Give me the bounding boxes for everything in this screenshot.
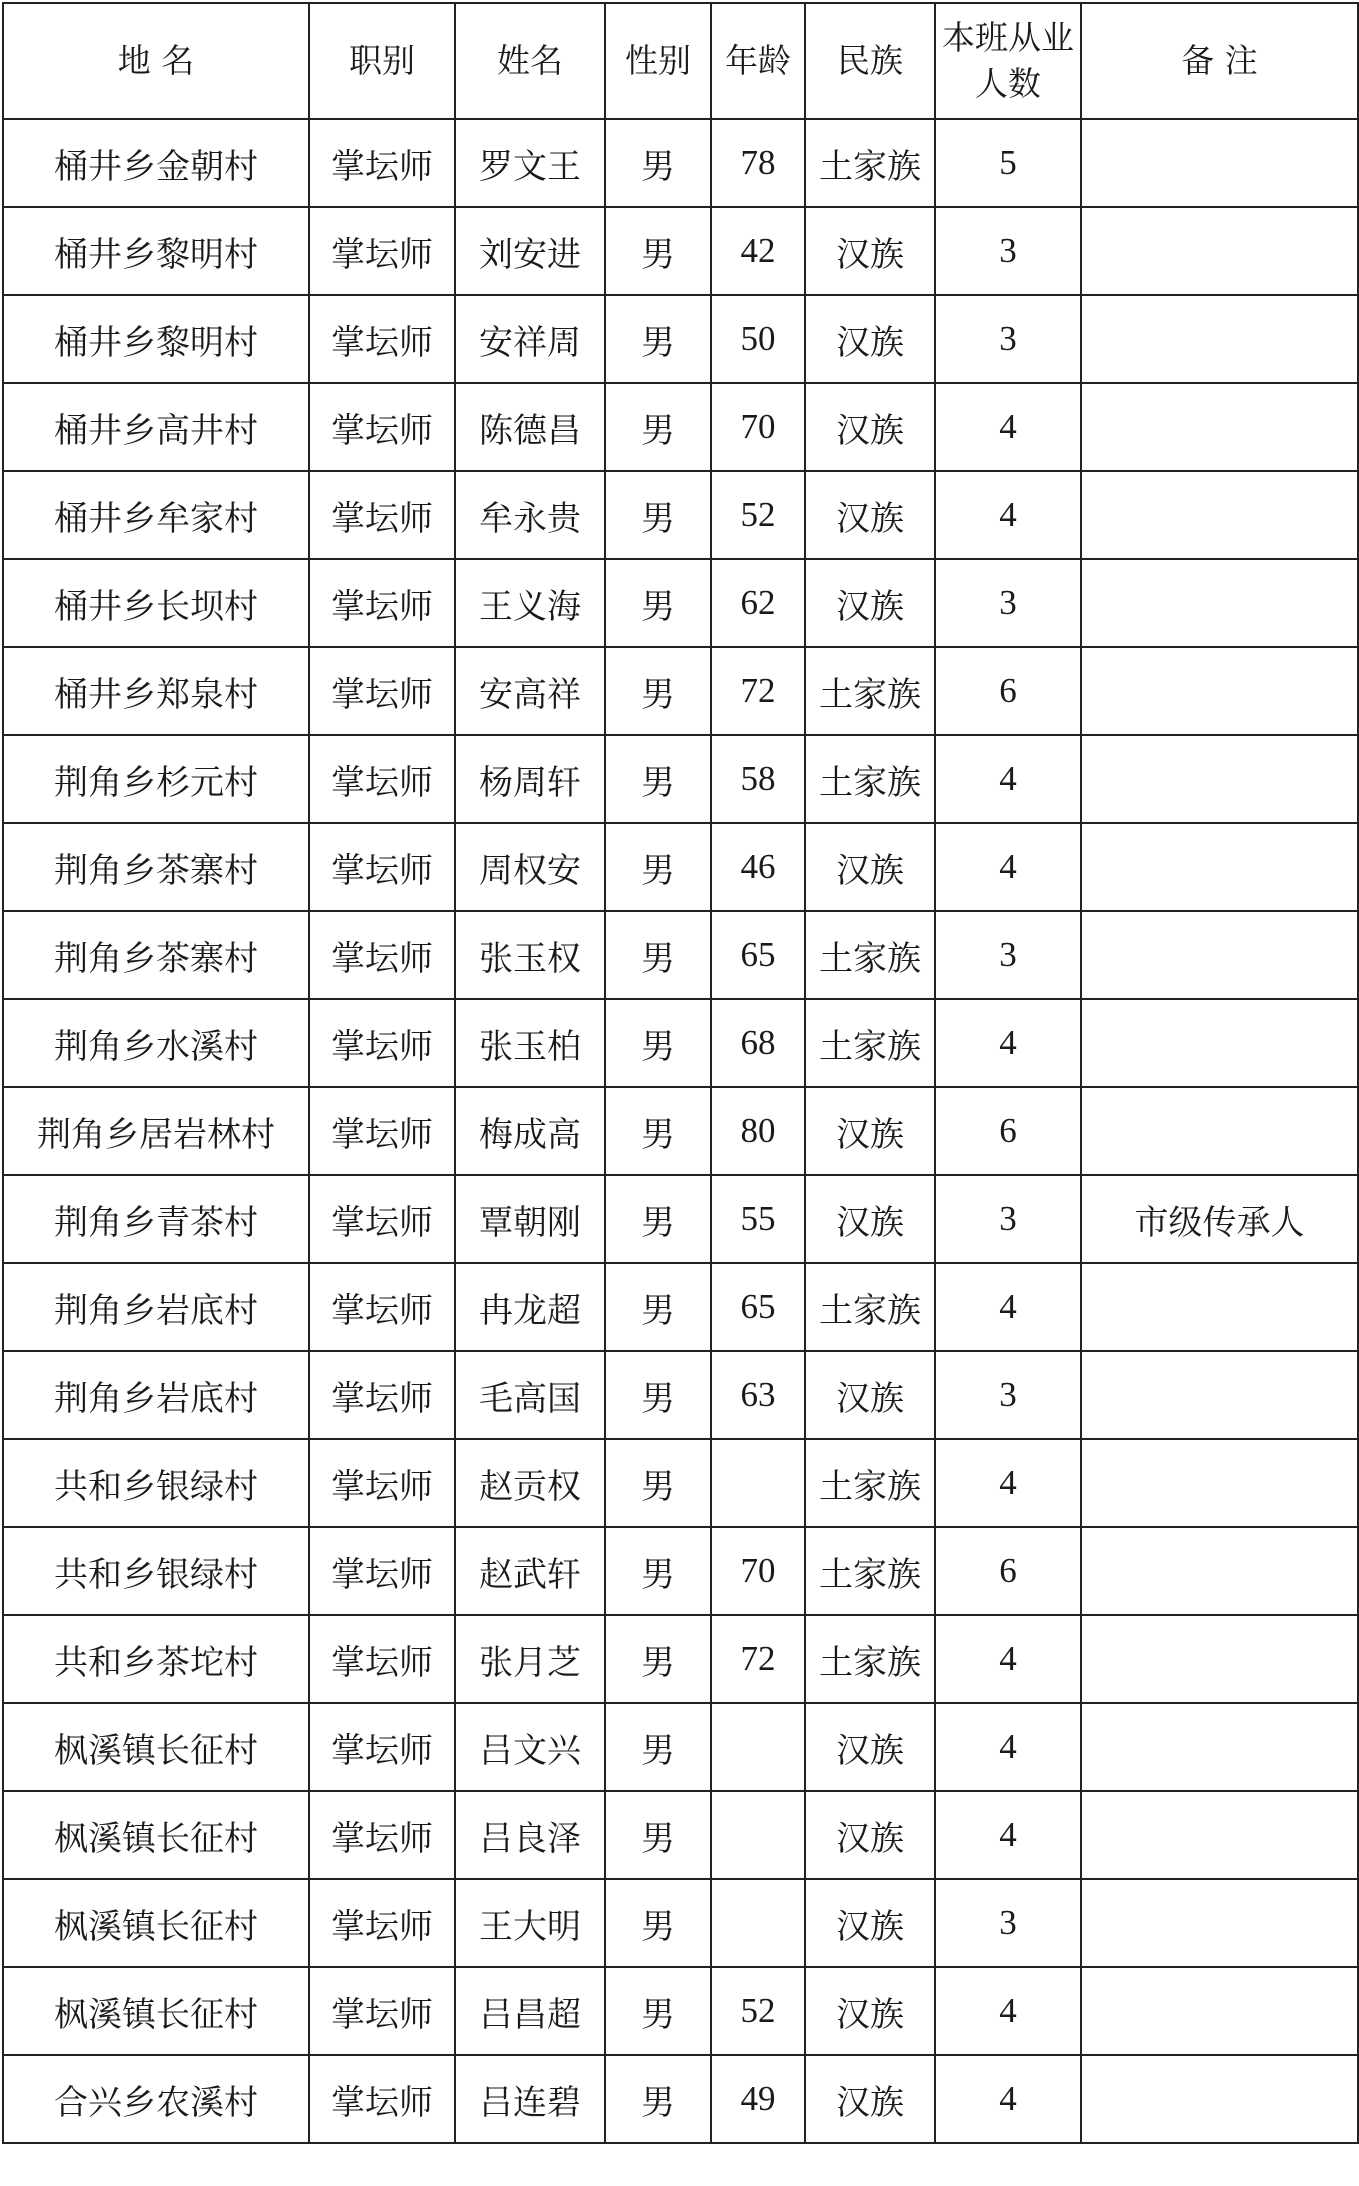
cell-role: 掌坛师 bbox=[309, 1175, 455, 1263]
cell-remark bbox=[1081, 1087, 1358, 1175]
table-row bbox=[3, 1439, 1358, 1527]
cell-role: 掌坛师 bbox=[309, 471, 455, 559]
header-row bbox=[3, 3, 1358, 119]
table-row bbox=[3, 1703, 1358, 1791]
cell-place: 桶井乡黎明村 bbox=[3, 295, 309, 383]
cell-role: 掌坛师 bbox=[309, 1791, 455, 1879]
cell-place: 桶井乡金朝村 bbox=[3, 119, 309, 207]
cell-name: 陈德昌 bbox=[455, 383, 605, 471]
cell-role: 掌坛师 bbox=[309, 1439, 455, 1527]
header-name: 姓名 bbox=[455, 3, 605, 119]
header-count: 本班从业人数 bbox=[935, 3, 1081, 119]
cell-count: 4 bbox=[935, 1615, 1081, 1703]
cell-count: 4 bbox=[935, 471, 1081, 559]
cell-ethnicity: 汉族 bbox=[805, 1879, 935, 1967]
cell-place: 荆角乡水溪村 bbox=[3, 999, 309, 1087]
cell-name: 安高祥 bbox=[455, 647, 605, 735]
cell-remark bbox=[1081, 999, 1358, 1087]
cell-remark bbox=[1081, 1615, 1358, 1703]
cell-gender: 男 bbox=[605, 1087, 711, 1175]
cell-place: 荆角乡青茶村 bbox=[3, 1175, 309, 1263]
cell-age: 70 bbox=[711, 1527, 805, 1615]
cell-count: 5 bbox=[935, 119, 1081, 207]
cell-role: 掌坛师 bbox=[309, 1703, 455, 1791]
cell-gender: 男 bbox=[605, 1791, 711, 1879]
cell-name: 吕文兴 bbox=[455, 1703, 605, 1791]
cell-age bbox=[711, 1439, 805, 1527]
cell-age: 62 bbox=[711, 559, 805, 647]
table-row bbox=[3, 119, 1358, 207]
cell-age: 50 bbox=[711, 295, 805, 383]
cell-name: 罗文王 bbox=[455, 119, 605, 207]
table-row bbox=[3, 1879, 1358, 1967]
cell-remark bbox=[1081, 823, 1358, 911]
cell-count: 4 bbox=[935, 999, 1081, 1087]
cell-age: 52 bbox=[711, 471, 805, 559]
cell-place: 共和乡银绿村 bbox=[3, 1527, 309, 1615]
cell-gender: 男 bbox=[605, 1175, 711, 1263]
cell-role: 掌坛师 bbox=[309, 559, 455, 647]
cell-place: 枫溪镇长征村 bbox=[3, 1967, 309, 2055]
cell-ethnicity: 汉族 bbox=[805, 207, 935, 295]
cell-remark bbox=[1081, 471, 1358, 559]
table-row bbox=[3, 1791, 1358, 1879]
cell-name: 王大明 bbox=[455, 1879, 605, 1967]
cell-age: 52 bbox=[711, 1967, 805, 2055]
cell-place: 枫溪镇长征村 bbox=[3, 1703, 309, 1791]
cell-name: 赵贡权 bbox=[455, 1439, 605, 1527]
cell-age bbox=[711, 1791, 805, 1879]
cell-place: 共和乡银绿村 bbox=[3, 1439, 309, 1527]
cell-remark bbox=[1081, 1527, 1358, 1615]
table-row bbox=[3, 911, 1358, 999]
cell-name: 张玉柏 bbox=[455, 999, 605, 1087]
cell-remark bbox=[1081, 1351, 1358, 1439]
cell-gender: 男 bbox=[605, 1615, 711, 1703]
cell-role: 掌坛师 bbox=[309, 207, 455, 295]
cell-age: 78 bbox=[711, 119, 805, 207]
cell-ethnicity: 汉族 bbox=[805, 1791, 935, 1879]
table-body bbox=[3, 119, 1358, 2143]
cell-gender: 男 bbox=[605, 647, 711, 735]
cell-role: 掌坛师 bbox=[309, 999, 455, 1087]
cell-remark bbox=[1081, 1967, 1358, 2055]
cell-count: 4 bbox=[935, 1967, 1081, 2055]
cell-count: 3 bbox=[935, 207, 1081, 295]
cell-age: 80 bbox=[711, 1087, 805, 1175]
cell-gender: 男 bbox=[605, 207, 711, 295]
cell-place: 桶井乡郑泉村 bbox=[3, 647, 309, 735]
cell-role: 掌坛师 bbox=[309, 1615, 455, 1703]
cell-age: 63 bbox=[711, 1351, 805, 1439]
table-row bbox=[3, 1967, 1358, 2055]
cell-remark bbox=[1081, 911, 1358, 999]
cell-role: 掌坛师 bbox=[309, 1087, 455, 1175]
cell-remark bbox=[1081, 207, 1358, 295]
cell-remark bbox=[1081, 1879, 1358, 1967]
cell-ethnicity: 土家族 bbox=[805, 119, 935, 207]
table-row bbox=[3, 823, 1358, 911]
cell-name: 吕连碧 bbox=[455, 2055, 605, 2143]
cell-ethnicity: 土家族 bbox=[805, 647, 935, 735]
cell-count: 4 bbox=[935, 2055, 1081, 2143]
header-gender: 性别 bbox=[605, 3, 711, 119]
cell-age bbox=[711, 1703, 805, 1791]
cell-ethnicity: 汉族 bbox=[805, 295, 935, 383]
table-row bbox=[3, 1087, 1358, 1175]
cell-gender: 男 bbox=[605, 2055, 711, 2143]
cell-age: 70 bbox=[711, 383, 805, 471]
cell-role: 掌坛师 bbox=[309, 735, 455, 823]
cell-name: 张月芝 bbox=[455, 1615, 605, 1703]
cell-name: 周权安 bbox=[455, 823, 605, 911]
cell-remark bbox=[1081, 1703, 1358, 1791]
cell-gender: 男 bbox=[605, 911, 711, 999]
cell-gender: 男 bbox=[605, 1703, 711, 1791]
cell-age: 42 bbox=[711, 207, 805, 295]
cell-gender: 男 bbox=[605, 1879, 711, 1967]
cell-age: 72 bbox=[711, 1615, 805, 1703]
cell-remark bbox=[1081, 383, 1358, 471]
cell-age: 65 bbox=[711, 911, 805, 999]
cell-name: 梅成高 bbox=[455, 1087, 605, 1175]
cell-role: 掌坛师 bbox=[309, 1351, 455, 1439]
cell-role: 掌坛师 bbox=[309, 295, 455, 383]
cell-name: 吕良泽 bbox=[455, 1791, 605, 1879]
practitioner-table bbox=[2, 2, 1359, 2144]
cell-remark bbox=[1081, 119, 1358, 207]
table-row bbox=[3, 2055, 1358, 2143]
cell-remark bbox=[1081, 295, 1358, 383]
cell-ethnicity: 汉族 bbox=[805, 1967, 935, 2055]
cell-age: 58 bbox=[711, 735, 805, 823]
cell-role: 掌坛师 bbox=[309, 823, 455, 911]
cell-count: 4 bbox=[935, 383, 1081, 471]
table-row bbox=[3, 383, 1358, 471]
cell-role: 掌坛师 bbox=[309, 911, 455, 999]
cell-ethnicity: 汉族 bbox=[805, 823, 935, 911]
cell-ethnicity: 汉族 bbox=[805, 2055, 935, 2143]
cell-ethnicity: 汉族 bbox=[805, 559, 935, 647]
table-row bbox=[3, 207, 1358, 295]
cell-gender: 男 bbox=[605, 559, 711, 647]
cell-count: 4 bbox=[935, 1439, 1081, 1527]
cell-role: 掌坛师 bbox=[309, 1967, 455, 2055]
table-row bbox=[3, 1527, 1358, 1615]
cell-age: 49 bbox=[711, 2055, 805, 2143]
cell-remark: 市级传承人 bbox=[1081, 1175, 1358, 1263]
table-row bbox=[3, 471, 1358, 559]
cell-age: 72 bbox=[711, 647, 805, 735]
cell-count: 3 bbox=[935, 295, 1081, 383]
cell-gender: 男 bbox=[605, 735, 711, 823]
cell-role: 掌坛师 bbox=[309, 119, 455, 207]
cell-count: 3 bbox=[935, 1879, 1081, 1967]
cell-ethnicity: 土家族 bbox=[805, 911, 935, 999]
cell-role: 掌坛师 bbox=[309, 647, 455, 735]
cell-ethnicity: 土家族 bbox=[805, 1263, 935, 1351]
cell-name: 张玉权 bbox=[455, 911, 605, 999]
cell-ethnicity: 汉族 bbox=[805, 1351, 935, 1439]
cell-remark bbox=[1081, 1791, 1358, 1879]
cell-place: 枫溪镇长征村 bbox=[3, 1879, 309, 1967]
table-row bbox=[3, 295, 1358, 383]
cell-count: 6 bbox=[935, 1087, 1081, 1175]
cell-count: 4 bbox=[935, 1263, 1081, 1351]
cell-name: 杨周轩 bbox=[455, 735, 605, 823]
cell-remark bbox=[1081, 2055, 1358, 2143]
cell-ethnicity: 土家族 bbox=[805, 999, 935, 1087]
cell-place: 荆角乡茶寨村 bbox=[3, 911, 309, 999]
table-row bbox=[3, 647, 1358, 735]
header-ethnicity: 民族 bbox=[805, 3, 935, 119]
cell-gender: 男 bbox=[605, 1527, 711, 1615]
cell-place: 共和乡茶坨村 bbox=[3, 1615, 309, 1703]
table-header bbox=[3, 3, 1358, 119]
cell-count: 3 bbox=[935, 1351, 1081, 1439]
cell-gender: 男 bbox=[605, 1263, 711, 1351]
cell-count: 4 bbox=[935, 1791, 1081, 1879]
header-remark: 备 注 bbox=[1081, 3, 1358, 119]
cell-remark bbox=[1081, 647, 1358, 735]
cell-count: 3 bbox=[935, 559, 1081, 647]
table-row bbox=[3, 559, 1358, 647]
table-row bbox=[3, 1615, 1358, 1703]
cell-count: 6 bbox=[935, 1527, 1081, 1615]
cell-place: 荆角乡茶寨村 bbox=[3, 823, 309, 911]
cell-ethnicity: 汉族 bbox=[805, 471, 935, 559]
cell-age: 46 bbox=[711, 823, 805, 911]
cell-place: 枫溪镇长征村 bbox=[3, 1791, 309, 1879]
cell-place: 桶井乡高井村 bbox=[3, 383, 309, 471]
cell-role: 掌坛师 bbox=[309, 1263, 455, 1351]
cell-name: 王义海 bbox=[455, 559, 605, 647]
table-row bbox=[3, 735, 1358, 823]
cell-role: 掌坛师 bbox=[309, 2055, 455, 2143]
table-row bbox=[3, 999, 1358, 1087]
header-place: 地 名 bbox=[3, 3, 309, 119]
cell-remark bbox=[1081, 735, 1358, 823]
cell-ethnicity: 汉族 bbox=[805, 1703, 935, 1791]
cell-place: 合兴乡农溪村 bbox=[3, 2055, 309, 2143]
cell-name: 赵武轩 bbox=[455, 1527, 605, 1615]
cell-place: 桶井乡牟家村 bbox=[3, 471, 309, 559]
cell-count: 4 bbox=[935, 1703, 1081, 1791]
cell-place: 荆角乡岩底村 bbox=[3, 1263, 309, 1351]
table-row bbox=[3, 1175, 1358, 1263]
cell-count: 4 bbox=[935, 823, 1081, 911]
cell-gender: 男 bbox=[605, 383, 711, 471]
cell-role: 掌坛师 bbox=[309, 1879, 455, 1967]
cell-name: 覃朝刚 bbox=[455, 1175, 605, 1263]
cell-gender: 男 bbox=[605, 1439, 711, 1527]
cell-ethnicity: 土家族 bbox=[805, 1615, 935, 1703]
cell-gender: 男 bbox=[605, 823, 711, 911]
cell-age: 68 bbox=[711, 999, 805, 1087]
cell-ethnicity: 汉族 bbox=[805, 1175, 935, 1263]
cell-place: 桶井乡长坝村 bbox=[3, 559, 309, 647]
cell-age: 55 bbox=[711, 1175, 805, 1263]
cell-gender: 男 bbox=[605, 295, 711, 383]
cell-ethnicity: 汉族 bbox=[805, 1087, 935, 1175]
cell-gender: 男 bbox=[605, 119, 711, 207]
cell-count: 3 bbox=[935, 1175, 1081, 1263]
cell-gender: 男 bbox=[605, 1351, 711, 1439]
table-row bbox=[3, 1263, 1358, 1351]
cell-age bbox=[711, 1879, 805, 1967]
cell-remark bbox=[1081, 1263, 1358, 1351]
cell-ethnicity: 汉族 bbox=[805, 383, 935, 471]
header-role: 职别 bbox=[309, 3, 455, 119]
cell-name: 安祥周 bbox=[455, 295, 605, 383]
cell-gender: 男 bbox=[605, 1967, 711, 2055]
cell-name: 吕昌超 bbox=[455, 1967, 605, 2055]
cell-name: 毛高国 bbox=[455, 1351, 605, 1439]
cell-gender: 男 bbox=[605, 471, 711, 559]
cell-name: 牟永贵 bbox=[455, 471, 605, 559]
cell-role: 掌坛师 bbox=[309, 383, 455, 471]
cell-count: 3 bbox=[935, 911, 1081, 999]
cell-place: 桶井乡黎明村 bbox=[3, 207, 309, 295]
cell-remark bbox=[1081, 1439, 1358, 1527]
cell-role: 掌坛师 bbox=[309, 1527, 455, 1615]
cell-ethnicity: 土家族 bbox=[805, 1527, 935, 1615]
cell-place: 荆角乡杉元村 bbox=[3, 735, 309, 823]
cell-age: 65 bbox=[711, 1263, 805, 1351]
cell-remark bbox=[1081, 559, 1358, 647]
table-row bbox=[3, 1351, 1358, 1439]
cell-name: 冉龙超 bbox=[455, 1263, 605, 1351]
cell-ethnicity: 土家族 bbox=[805, 735, 935, 823]
cell-name: 刘安进 bbox=[455, 207, 605, 295]
cell-gender: 男 bbox=[605, 999, 711, 1087]
cell-ethnicity: 土家族 bbox=[805, 1439, 935, 1527]
cell-count: 6 bbox=[935, 647, 1081, 735]
header-age: 年龄 bbox=[711, 3, 805, 119]
cell-place: 荆角乡岩底村 bbox=[3, 1351, 309, 1439]
cell-place: 荆角乡居岩林村 bbox=[3, 1087, 309, 1175]
cell-count: 4 bbox=[935, 735, 1081, 823]
